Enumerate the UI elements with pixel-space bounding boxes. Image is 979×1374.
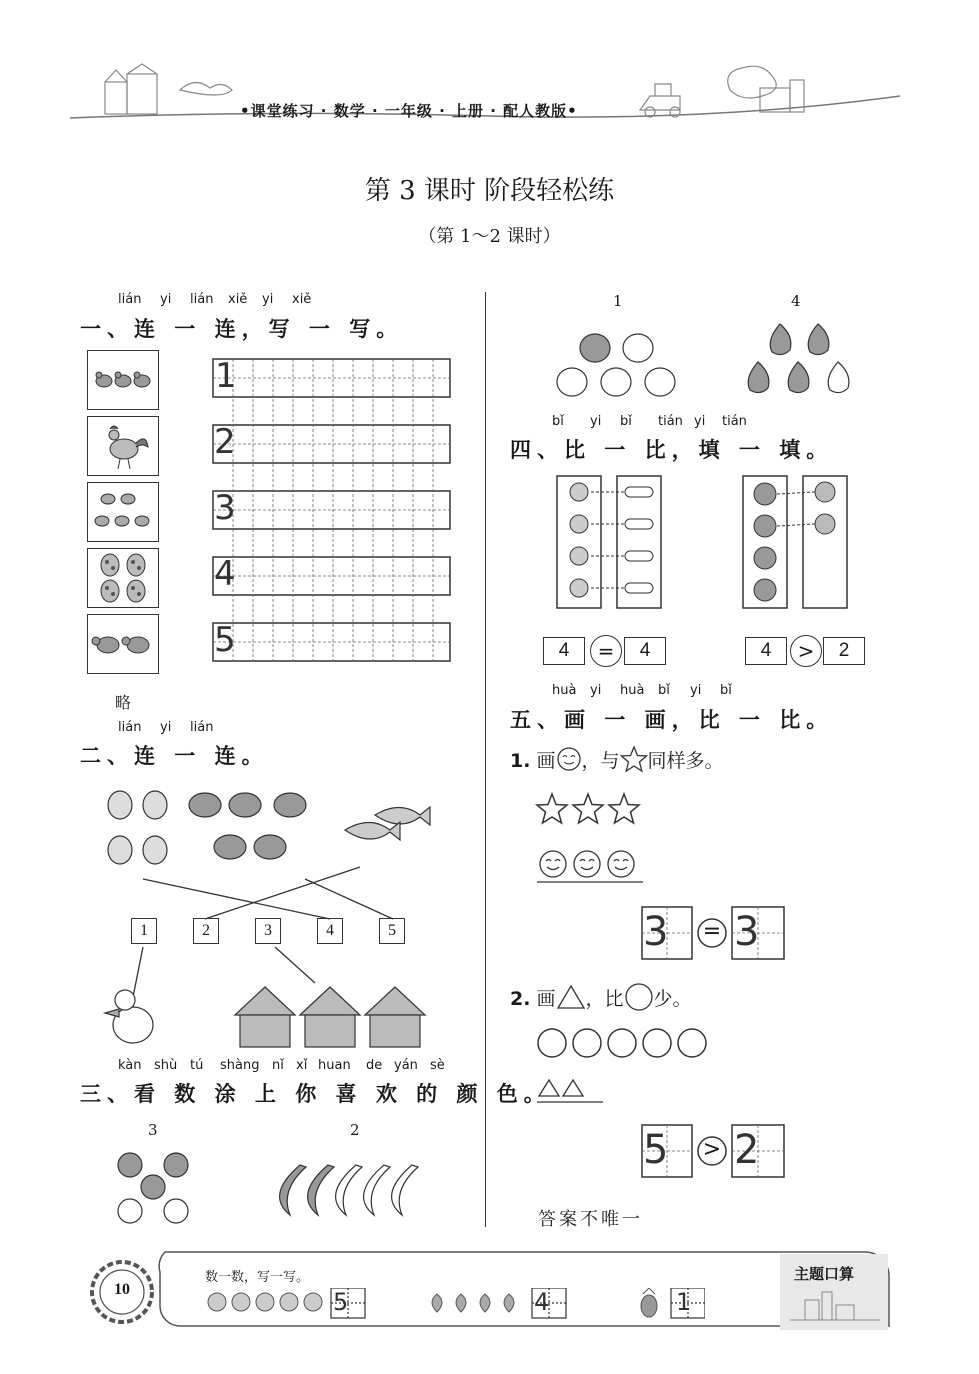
number-box-5: 5 bbox=[379, 918, 405, 944]
q2-answer-a: 5 bbox=[643, 1127, 669, 1173]
number-box-4: 4 bbox=[317, 918, 343, 944]
picture-three-birds bbox=[87, 350, 159, 410]
section2-pinyin: lián yi lián bbox=[118, 720, 214, 735]
q2-number: 2. bbox=[510, 988, 531, 1010]
answer-write-3: 3 bbox=[214, 488, 236, 528]
q1-text-c: 同样多。 bbox=[647, 750, 724, 772]
apple-count: 3 bbox=[148, 1121, 158, 1139]
footer-counting-items bbox=[205, 1288, 705, 1320]
q1-line bbox=[510, 745, 724, 778]
section5-note: 答案不唯一 bbox=[538, 1209, 643, 1230]
writing-grids bbox=[212, 356, 452, 668]
page-subtitle: （第 1～2 课时） bbox=[418, 226, 561, 247]
section4-title: 四、比 一 比，填 一 填。 bbox=[510, 438, 834, 462]
compare-right-op: > bbox=[790, 635, 822, 667]
star-icon bbox=[620, 745, 648, 778]
footer-tag: 主题口算 bbox=[794, 1265, 855, 1283]
q1-text-b: ，与 bbox=[581, 750, 620, 772]
section1-pinyin: lián yi lián xiě yi xiě bbox=[118, 292, 312, 307]
q1-number: 1. bbox=[510, 750, 531, 772]
answer-write-4: 4 bbox=[214, 554, 236, 594]
series-header: •课堂练习 · 数学 · 一年级 · 上册 · 配人教版• bbox=[240, 102, 578, 120]
footer-instruction: 数一数，写一写。 bbox=[205, 1270, 310, 1285]
answer-write-2: 2 bbox=[214, 422, 236, 462]
q2-answer-op: > bbox=[702, 1137, 722, 1162]
triangle-icon bbox=[556, 984, 586, 1015]
compare-right-b: 2 bbox=[823, 637, 865, 665]
compare-right-a: 4 bbox=[745, 637, 787, 665]
q2-text-a: 画 bbox=[536, 988, 556, 1010]
q1-drawn-faces bbox=[537, 848, 647, 884]
picture-five-ducks bbox=[87, 482, 159, 542]
apples-and-bananas bbox=[110, 1145, 440, 1225]
q2-answer-b: 2 bbox=[734, 1127, 760, 1173]
page-number: 10 bbox=[114, 1281, 130, 1298]
picture-four-eggs bbox=[87, 548, 159, 608]
number-box-1: 1 bbox=[131, 918, 157, 944]
compare-left-b: 4 bbox=[624, 637, 666, 665]
section1-title: 一、连 一 连，写 一 写。 bbox=[80, 317, 404, 341]
picture-two-turtles bbox=[87, 614, 159, 674]
smile-face-icon bbox=[556, 746, 582, 777]
compare-pictures bbox=[555, 474, 855, 610]
footer-answer-2: 4 bbox=[534, 1288, 550, 1316]
compare-left-a: 4 bbox=[543, 637, 585, 665]
section2-title: 二、连 一 连。 bbox=[80, 744, 269, 768]
q2-line bbox=[510, 982, 692, 1017]
q2-drawn-triangles bbox=[537, 1076, 607, 1104]
q1-answer-b: 3 bbox=[734, 909, 760, 955]
section5-title: 五、画 一 画，比 一 比。 bbox=[510, 708, 834, 732]
circle-icon bbox=[624, 982, 654, 1017]
section4-pinyin: bǐ yi bǐ tián yi tián bbox=[552, 414, 747, 429]
section3-pinyin: kàn shù tú shàng nǐ xǐ huan de yán sè bbox=[118, 1058, 445, 1073]
q1-answer-a: 3 bbox=[643, 909, 669, 955]
peach-count: 1 bbox=[613, 292, 623, 310]
pear-count: 4 bbox=[791, 292, 801, 310]
footer-answer-1: 5 bbox=[333, 1288, 349, 1316]
q2-circles bbox=[535, 1026, 715, 1060]
number-box-3: 3 bbox=[255, 918, 281, 944]
section1-note: 略 bbox=[115, 693, 132, 712]
section3-title: 三、看 数 涂 上 你 喜 欢 的 颜 色。 bbox=[80, 1082, 551, 1106]
q1-answer-op: = bbox=[702, 919, 722, 944]
footer-answer-3: 1 bbox=[676, 1288, 692, 1316]
compare-left-op: = bbox=[590, 635, 622, 667]
number-box-2: 2 bbox=[193, 918, 219, 944]
q1-stars bbox=[535, 792, 645, 826]
page-title: 第 3 课时 阶段轻松练 bbox=[364, 176, 615, 206]
section5-pinyin: huà yi huà bǐ yi bǐ bbox=[552, 683, 732, 698]
peaches-and-pears bbox=[550, 312, 870, 402]
q2-text-c: 少。 bbox=[653, 988, 692, 1010]
answer-write-1: 1 bbox=[215, 356, 237, 396]
answer-write-5: 5 bbox=[214, 620, 236, 660]
q2-text-b: ，比 bbox=[585, 988, 624, 1010]
banana-count: 2 bbox=[350, 1121, 360, 1139]
picture-rooster bbox=[87, 416, 159, 476]
q1-text-a: 画 bbox=[536, 750, 556, 772]
